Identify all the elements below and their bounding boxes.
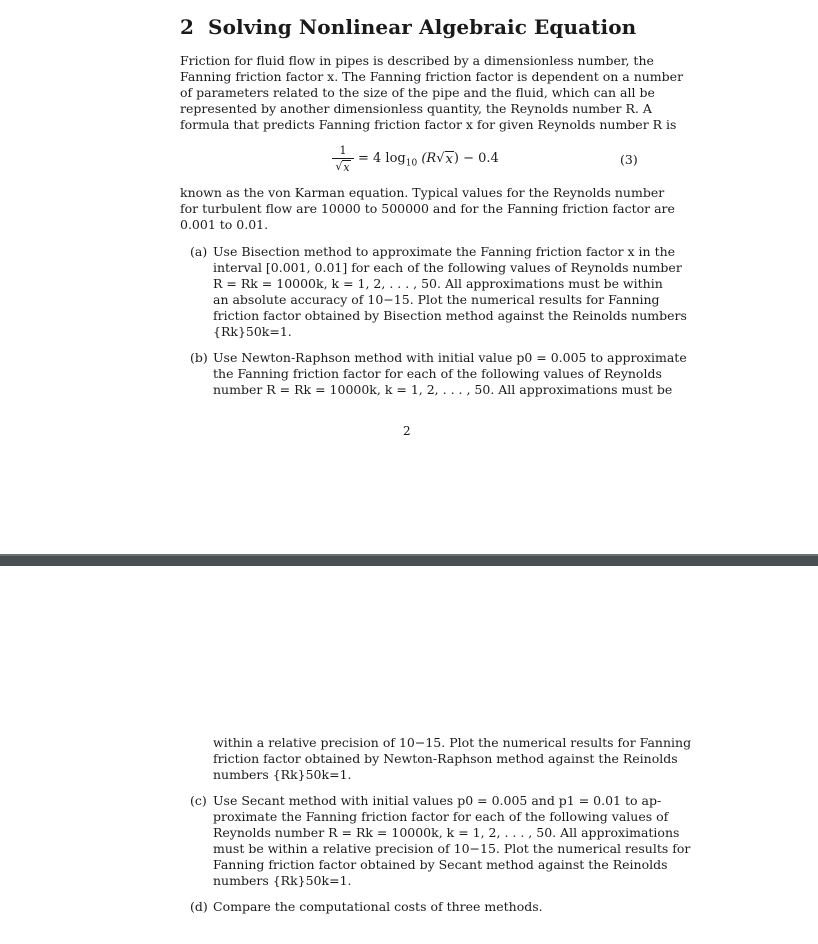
paragraph-line: formula that predicts Fanning friction factor x for given Reynolds number R is: [180, 117, 677, 132]
item-line: {Rk}50k=1.: [213, 324, 292, 339]
item-line: friction factor obtained by Bisection method against the Reinolds numbers: [213, 308, 687, 323]
sqrt-symbol: √ x: [335, 160, 350, 174]
page-number: 2: [403, 424, 411, 438]
item-line: interval [0.001, 0.01] for each of the following values of Reynolds number: [213, 260, 682, 275]
item-label: (d): [190, 899, 208, 914]
item-line: Compare the computational costs of three methods.: [213, 899, 543, 914]
item-line: Use Secant method with initial values p0 = 0.005 and p1 = 0.01 to ap-: [213, 793, 662, 808]
equation-fraction: [332, 144, 354, 174]
item-line: number R = Rk = 10000k, k = 1, 2, . . . , 50. All approximations must be: [213, 382, 673, 397]
page-separator: [0, 554, 818, 566]
list-item-c: [190, 793, 691, 889]
item-body: [213, 244, 687, 340]
paragraph-line: Friction for fluid flow in pipes is described by a dimensionless number, the: [180, 53, 654, 68]
item-line: R = Rk = 10000k, k = 1, 2, . . . , 50. All approximations must be within: [213, 276, 663, 291]
item-line: Use Bisection method to approximate the Fanning friction factor x in the: [213, 244, 676, 259]
equation-log-base: 10: [405, 158, 418, 169]
fraction-bar: [332, 158, 354, 159]
sqrt-symbol: √ x: [436, 151, 453, 167]
item-line: Use Newton-Raphson method with initial value p0 = 0.005 to approximate: [213, 350, 687, 365]
section-heading: [180, 15, 636, 39]
equation-rhs: [358, 151, 499, 167]
fraction-denominator: [335, 160, 350, 174]
item-label: (c): [190, 793, 207, 808]
equation-log-coefficient: = 4 log: [358, 151, 406, 166]
item-body: [213, 793, 691, 889]
von-karman-equation: [332, 141, 499, 177]
paragraph-line: Fanning friction factor x. The Fanning friction factor is dependent on a number: [180, 69, 684, 84]
list-item-b-continued: [213, 735, 692, 783]
item-line: within a relative precision of 10−15. Plot the numerical results for Fanning: [213, 735, 692, 750]
list-item-d: [190, 899, 638, 915]
item-line: numbers {Rk}50k=1.: [213, 767, 352, 782]
paragraph-line: known as the von Karman equation. Typical values for the Reynolds number: [180, 185, 665, 200]
item-line: friction factor obtained by Newton-Raphson method against the Reinolds: [213, 751, 678, 766]
paragraph-line: of parameters related to the size of the pipe and the fluid, which can all be: [180, 85, 655, 100]
item-label: (a): [190, 244, 208, 259]
item-line: Fanning friction factor obtained by Secant method against the Reinolds: [213, 857, 668, 872]
paragraph-line: 0.001 to 0.01.: [180, 217, 269, 232]
paragraph-line: represented by another dimensionless quantity, the Reynolds number R. A: [180, 101, 652, 116]
equation-number: (3): [620, 152, 638, 167]
after-equation-paragraph: [180, 185, 675, 233]
fraction-numerator: 1: [339, 144, 347, 157]
list-item-b: [190, 350, 687, 398]
item-label: (b): [190, 350, 208, 365]
section-number: 2: [180, 15, 195, 39]
section-title: Solving Nonlinear Algebraic Equation: [208, 15, 637, 39]
item-body: [213, 350, 687, 398]
item-line: Reynolds number R = Rk = 10000k, k = 1, 2, . . . , 50. All approximations: [213, 825, 680, 840]
paragraph-line: for turbulent flow are 10000 to 500000 and for the Fanning friction factor are: [180, 201, 675, 216]
equation-tail: − 0.4: [463, 151, 499, 166]
equation-log-arg-open: (R: [421, 151, 437, 166]
sqrt-radicand: x: [343, 161, 350, 174]
item-line: an absolute accuracy of 10−15. Plot the numerical results for Fanning: [213, 292, 660, 307]
list-item-a: [190, 244, 687, 340]
item-line: proximate the Fanning friction factor for each of the following values of: [213, 809, 669, 824]
item-line: numbers {Rk}50k=1.: [213, 873, 352, 888]
intro-paragraph: [180, 53, 684, 133]
document-page-2: [0, 566, 818, 944]
item-line: must be within a relative precision of 10−15. Plot the numerical results for: [213, 841, 691, 856]
item-line: the Fanning friction factor for each of the following values of Reynolds: [213, 366, 662, 381]
item-body: [213, 899, 638, 915]
equation-log-arg-close: ): [453, 151, 459, 166]
sqrt-radicand: x: [445, 152, 453, 167]
